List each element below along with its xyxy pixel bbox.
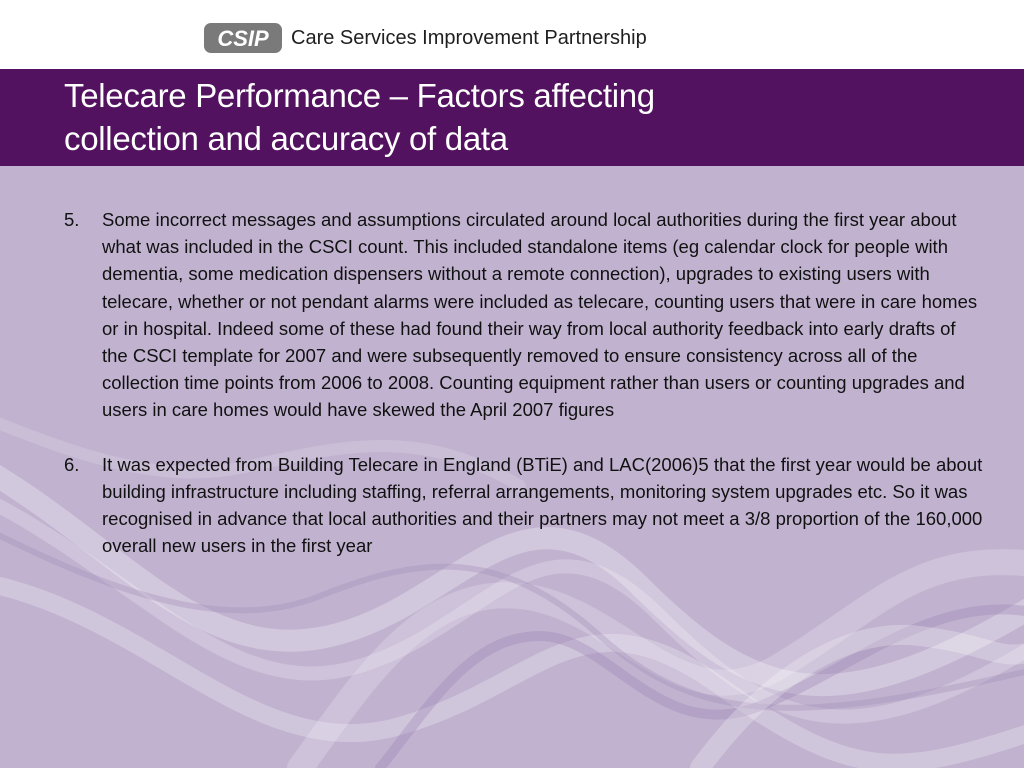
- list-item-text: It was expected from Building Telecare in England (BTiE) and LAC(2006)5 that the first year would be about building infrastructure including staffing, referral arrangements, monitoring system upgrades etc. So it was recognised in advance that local authorities and their partners may not meet a 3/8 proportion of the 160,000 overall new users in the first year: [102, 453, 983, 557]
- slide-title: [64, 74, 964, 160]
- numbered-list: [64, 206, 984, 586]
- list-item: [64, 451, 984, 560]
- list-item-number: 6.: [64, 453, 80, 475]
- header: [0, 0, 1024, 69]
- list-item-number: 5.: [64, 209, 80, 230]
- logo-text: Care Services Improvement Partnership: [291, 26, 647, 49]
- slide-title-line-2: collection and accuracy of data: [64, 120, 508, 157]
- list-item-text: Some incorrect messages and assumptions circulated around local authorities during the first year about what was included in the CSCI count. This included standalone items (eg calendar clock for people with dementia, some medication dispensers without a remote connection), upgrades to existing users with telecare, whether or not pendant alarms were included as telecare, counting users that were in care homes or in hospital. Indeed some of these had found their way from local authority feedback into early drafts of the CSCI template for 2007 and were subsequently removed to ensure consistency across all of the collection time points from 2006 to 2008. Counting equipment rather than users or counting upgrades and users in care homes would have skewed the April 2007 figures: [102, 209, 978, 421]
- csip-logo: [204, 23, 647, 53]
- logo-mark-text: CSIP: [217, 26, 269, 51]
- csip-logo-mark: [204, 23, 282, 53]
- slide-title-line-1: Telecare Performance – Factors affecting: [64, 77, 655, 114]
- list-item: [64, 206, 984, 424]
